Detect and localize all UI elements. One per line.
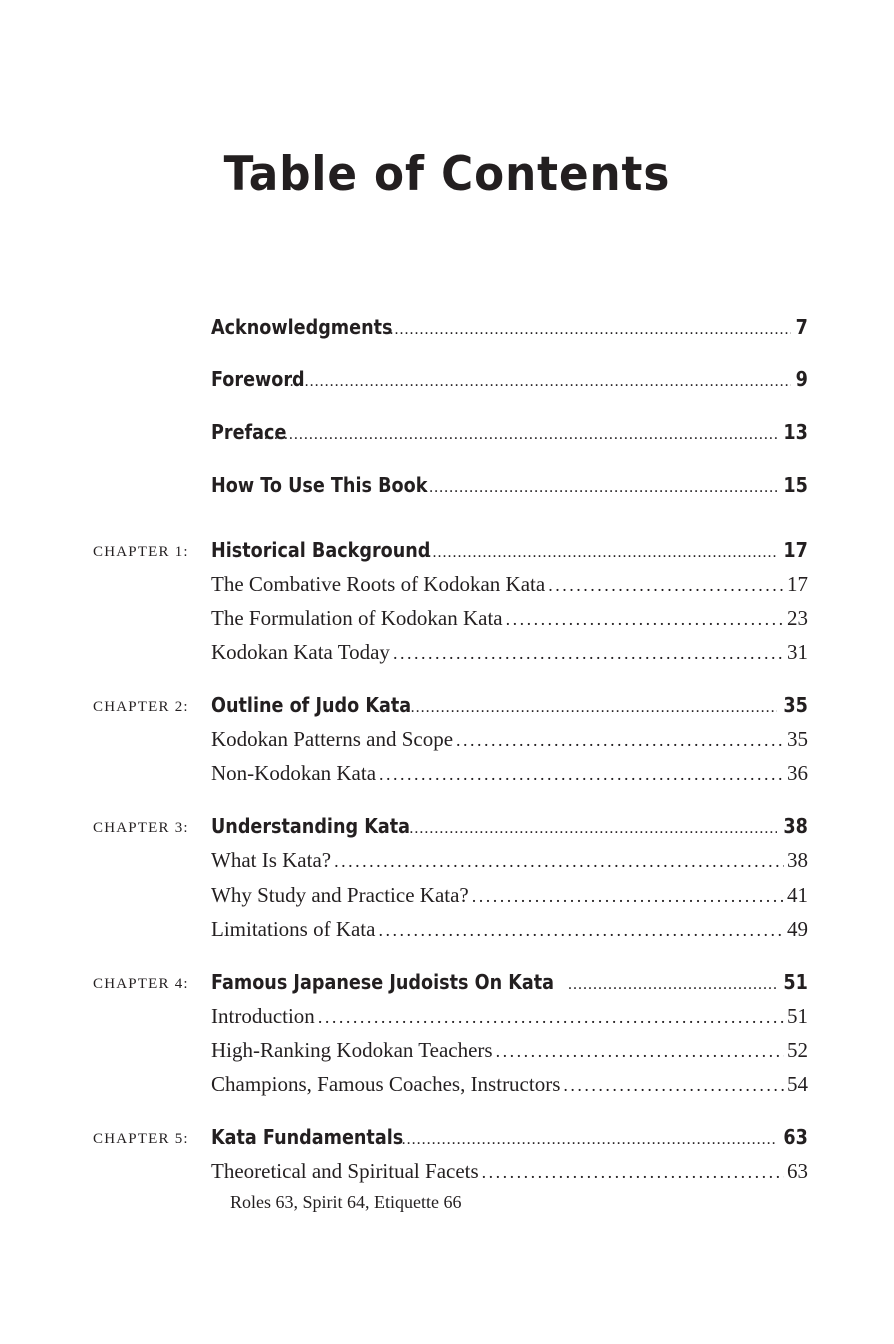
section-title: Non-Kodokan Kata bbox=[211, 761, 377, 785]
section-page: 36 bbox=[787, 761, 808, 785]
chapter-title: Historical Background bbox=[211, 538, 431, 562]
section-entry[interactable] bbox=[211, 759, 808, 788]
chapter-label: CHAPTER 1: bbox=[93, 544, 189, 560]
chapter-title: Outline of Judo Kata bbox=[211, 693, 412, 717]
toc-entry-title: Acknowledgments bbox=[211, 315, 393, 339]
page-title: Table of Contents bbox=[223, 147, 671, 202]
chapter-page: 38 bbox=[783, 814, 808, 838]
section-entry[interactable] bbox=[211, 1036, 808, 1065]
section-entry[interactable] bbox=[211, 915, 808, 944]
leader-dots bbox=[285, 369, 791, 395]
chapter-heading[interactable] bbox=[211, 692, 808, 721]
chapter-label: CHAPTER 2: bbox=[93, 699, 189, 715]
section-entry[interactable] bbox=[211, 604, 808, 633]
chapter-page: 35 bbox=[783, 693, 808, 717]
chapter-page: 51 bbox=[783, 970, 808, 994]
section-title: The Formulation of Kodokan Kata bbox=[211, 606, 503, 630]
leader-dots bbox=[548, 571, 784, 599]
leader-dots bbox=[379, 760, 784, 788]
section-title: Introduction bbox=[211, 1004, 315, 1028]
chapter-label: CHAPTER 4: bbox=[93, 976, 189, 992]
section-page: 17 bbox=[787, 572, 808, 596]
section-title: Champions, Famous Coaches, Instructors bbox=[211, 1072, 561, 1096]
toc-entry-title: Preface bbox=[211, 420, 287, 444]
toc-entry-acknowledgments[interactable] bbox=[211, 314, 808, 343]
toc-entry-page: 7 bbox=[795, 315, 808, 339]
leader-dots bbox=[406, 695, 778, 721]
leader-dots bbox=[334, 847, 784, 875]
section-page: 38 bbox=[787, 848, 808, 872]
section-title: Kodokan Kata Today bbox=[211, 640, 390, 664]
toc-entry-how-to-use[interactable] bbox=[211, 472, 808, 501]
section-entry[interactable] bbox=[211, 1157, 808, 1186]
section-page: 35 bbox=[787, 727, 808, 751]
chapter-page: 17 bbox=[783, 538, 808, 562]
section-entry[interactable] bbox=[211, 570, 808, 599]
chapter-heading[interactable] bbox=[211, 1124, 808, 1153]
section-title: Kodokan Patterns and Scope bbox=[211, 727, 454, 751]
section-title: Why Study and Practice Kata? bbox=[211, 883, 469, 907]
leader-dots bbox=[397, 1127, 778, 1153]
section-page: 63 bbox=[787, 1159, 808, 1183]
chapter-title: Famous Japanese Judoists On Kata bbox=[211, 970, 555, 994]
chapter-heading[interactable] bbox=[211, 969, 808, 998]
chapter-page: 63 bbox=[783, 1125, 808, 1149]
section-entry[interactable] bbox=[211, 881, 808, 910]
chapter-title: Kata Fundamentals bbox=[211, 1125, 404, 1149]
section-title: Theoretical and Spiritual Facets bbox=[211, 1159, 479, 1183]
section-entry[interactable] bbox=[211, 1002, 808, 1031]
section-entry[interactable] bbox=[211, 1070, 808, 1099]
section-title: High-Ranking Kodokan Teachers bbox=[211, 1038, 493, 1062]
leader-dots bbox=[472, 882, 784, 910]
section-page: 51 bbox=[787, 1004, 808, 1028]
chapter-label: CHAPTER 3: bbox=[93, 820, 189, 836]
toc-entry-title: Foreword bbox=[211, 367, 305, 391]
section-entry[interactable] bbox=[211, 638, 808, 667]
leader-dots bbox=[456, 726, 784, 754]
leader-dots bbox=[384, 317, 791, 343]
section-title: The Combative Roots of Kodokan Kata bbox=[211, 572, 546, 596]
section-page: 54 bbox=[787, 1072, 808, 1096]
leader-dots bbox=[264, 422, 777, 448]
section-title: What Is Kata? bbox=[211, 848, 332, 872]
chapter-label: CHAPTER 5: bbox=[93, 1131, 189, 1147]
section-entry[interactable] bbox=[211, 725, 808, 754]
section-title: Limitations of Kata bbox=[211, 917, 376, 941]
leader-dots bbox=[427, 540, 777, 566]
toc-entry-foreword[interactable] bbox=[211, 366, 808, 395]
toc-entry-page: 15 bbox=[783, 473, 808, 497]
toc-entry-title: How To Use This Book bbox=[211, 473, 428, 497]
leader-dots bbox=[506, 605, 784, 633]
section-page: 52 bbox=[787, 1038, 808, 1062]
leader-dots bbox=[318, 1003, 784, 1031]
chapter-heading[interactable] bbox=[211, 813, 808, 842]
leader-dots bbox=[424, 475, 777, 501]
section-page: 23 bbox=[787, 606, 808, 630]
leader-dots bbox=[563, 1071, 784, 1099]
section-entry[interactable] bbox=[211, 846, 808, 875]
section-page: 49 bbox=[787, 917, 808, 941]
leader-dots bbox=[568, 972, 777, 998]
chapter-title: Understanding Kata bbox=[211, 814, 411, 838]
leader-dots bbox=[404, 816, 777, 842]
leader-dots bbox=[378, 916, 784, 944]
chapter-heading[interactable] bbox=[211, 537, 808, 566]
section-page: 31 bbox=[787, 640, 808, 664]
leader-dots bbox=[393, 639, 784, 667]
section-subentries: Roles 63, Spirit 64, Etiquette 66 bbox=[230, 1192, 462, 1212]
toc-entry-page: 9 bbox=[795, 367, 808, 391]
leader-dots bbox=[482, 1158, 784, 1186]
leader-dots bbox=[496, 1037, 784, 1065]
section-page: 41 bbox=[787, 883, 808, 907]
toc-entry-preface[interactable] bbox=[211, 419, 808, 448]
toc-entry-page: 13 bbox=[783, 420, 808, 444]
